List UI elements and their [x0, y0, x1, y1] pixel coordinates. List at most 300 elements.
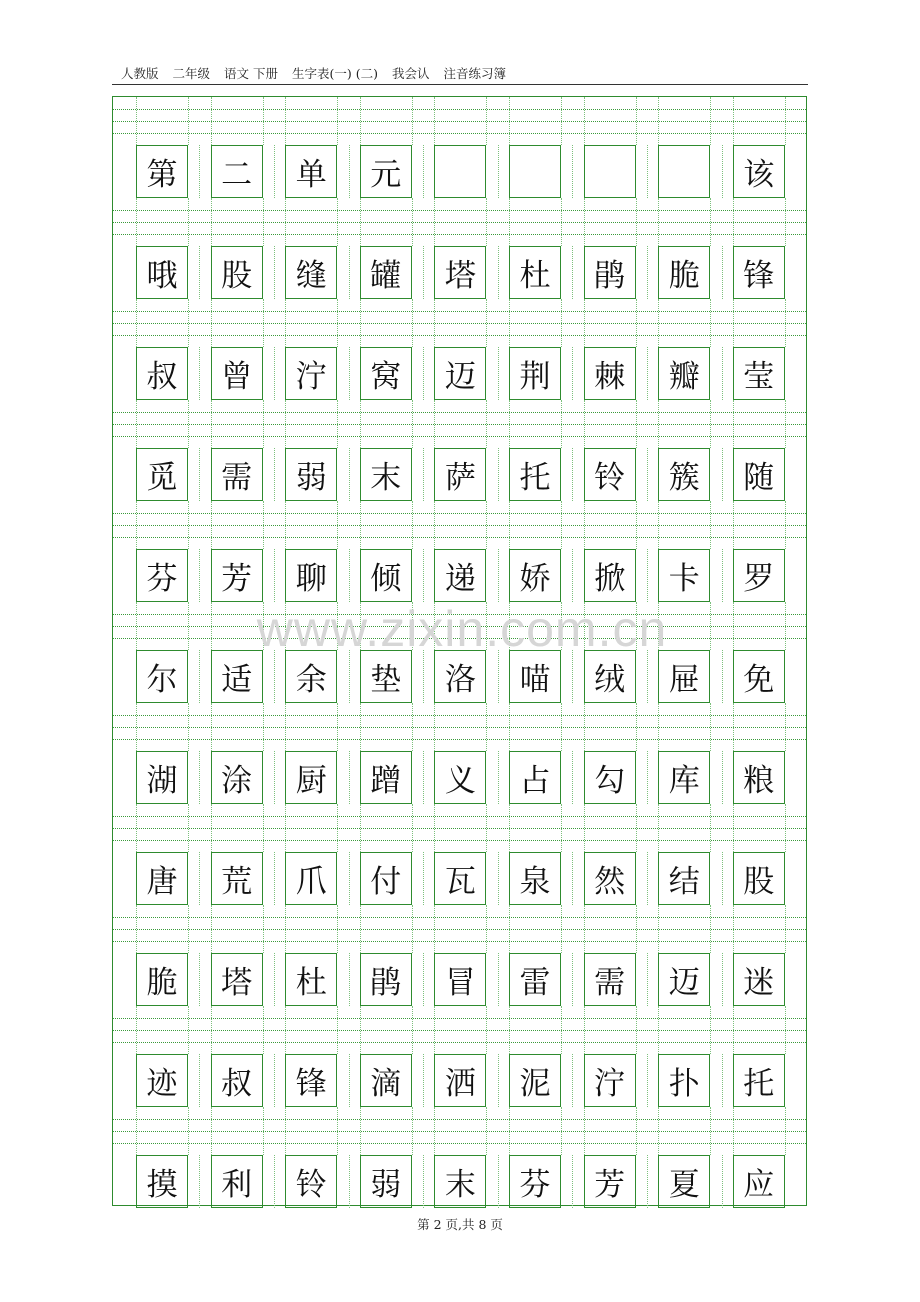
character-cell: 觅 [136, 448, 188, 501]
character-cell: 湖 [136, 751, 188, 804]
pinyin-column-line [188, 501, 189, 549]
character-cell: 罗 [733, 549, 785, 602]
character-cell: 泞 [285, 347, 337, 400]
pinyin-column-line [710, 198, 711, 246]
pinyin-column-line [509, 1006, 510, 1054]
cell-divider [722, 246, 723, 299]
cell-divider [199, 751, 200, 804]
pinyin-column-line [412, 198, 413, 246]
character-cell: 托 [733, 1054, 785, 1107]
pinyin-guide-line [113, 1042, 806, 1043]
cell-divider [349, 751, 350, 804]
pinyin-column-line [188, 1107, 189, 1155]
pinyin-column-line [561, 1006, 562, 1054]
pinyin-column-line [561, 1107, 562, 1155]
pinyin-column-line [412, 97, 413, 145]
pinyin-column-line [136, 804, 137, 852]
pinyin-guide-line [113, 133, 806, 134]
cell-divider [498, 246, 499, 299]
pinyin-column-line [636, 602, 637, 650]
character-cell: 杜 [285, 953, 337, 1006]
pinyin-column-line [434, 97, 435, 145]
pinyin-column-line [211, 198, 212, 246]
character-cell: 滴 [360, 1054, 412, 1107]
character-cell: 罐 [360, 246, 412, 299]
pinyin-column-line [785, 97, 786, 145]
cell-divider [498, 650, 499, 703]
cell-divider [647, 852, 648, 905]
pinyin-column-line [211, 299, 212, 347]
cell-divider [274, 953, 275, 1006]
cell-divider [274, 448, 275, 501]
pinyin-column-line [509, 198, 510, 246]
pinyin-column-line [263, 905, 264, 953]
pinyin-column-line [486, 299, 487, 347]
header-item: 我会认 [392, 66, 430, 81]
pinyin-guide-line [113, 638, 806, 639]
cell-divider [199, 953, 200, 1006]
pinyin-column-line [710, 501, 711, 549]
character-cell: 尔 [136, 650, 188, 703]
pinyin-column-line [263, 299, 264, 347]
cell-divider [349, 953, 350, 1006]
pinyin-guide-line [113, 234, 806, 235]
pinyin-column-line [636, 1006, 637, 1054]
pinyin-column-line [636, 400, 637, 448]
character-cell: 倾 [360, 549, 412, 602]
pinyin-guide-line [113, 412, 806, 413]
pinyin-column-line [360, 97, 361, 145]
pinyin-guide-line [113, 335, 806, 336]
pinyin-guide-line [113, 311, 806, 312]
pinyin-column-line [337, 299, 338, 347]
cell-divider [349, 549, 350, 602]
practice-sheet [112, 96, 807, 1206]
character-cell: 弱 [285, 448, 337, 501]
character-cell: 涂 [211, 751, 263, 804]
header-item: 人教版 [121, 66, 159, 81]
pinyin-column-line [188, 703, 189, 751]
pinyin-column-line [561, 804, 562, 852]
pinyin-column-line [636, 804, 637, 852]
cell-divider [722, 448, 723, 501]
pinyin-guide-line [113, 222, 806, 223]
cell-divider [349, 448, 350, 501]
pinyin-column-line [434, 905, 435, 953]
character-cell: 叔 [211, 1054, 263, 1107]
pinyin-guide-line [113, 121, 806, 122]
cell-divider [498, 347, 499, 400]
pinyin-column-line [561, 602, 562, 650]
cell-divider [349, 246, 350, 299]
pinyin-column-line [509, 501, 510, 549]
pinyin-column-line [434, 400, 435, 448]
pinyin-column-line [509, 400, 510, 448]
page-header [121, 64, 821, 84]
pinyin-column-line [636, 1107, 637, 1155]
pinyin-guide-line [113, 436, 806, 437]
character-cell: 雷 [509, 953, 561, 1006]
pinyin-column-line [785, 703, 786, 751]
character-cell: 荆 [509, 347, 561, 400]
header-item: 生字表(一) (二) [292, 66, 378, 81]
pinyin-column-line [211, 97, 212, 145]
character-cell: 元 [360, 145, 412, 198]
cell-divider [199, 852, 200, 905]
pinyin-guide-line [113, 816, 806, 817]
pinyin-column-line [733, 1006, 734, 1054]
cell-divider [572, 751, 573, 804]
pinyin-column-line [658, 97, 659, 145]
cell-divider [498, 953, 499, 1006]
cell-divider [647, 448, 648, 501]
pinyin-column-line [710, 602, 711, 650]
character-cell: 锋 [285, 1054, 337, 1107]
pinyin-column-line [636, 97, 637, 145]
pinyin-column-line [486, 400, 487, 448]
pinyin-column-line [136, 602, 137, 650]
pinyin-column-line [211, 804, 212, 852]
pinyin-column-line [360, 400, 361, 448]
character-cell: 瓣 [658, 347, 710, 400]
cell-divider [572, 246, 573, 299]
pinyin-column-line [584, 1107, 585, 1155]
pinyin-column-line [658, 602, 659, 650]
cell-divider [199, 246, 200, 299]
pinyin-column-line [636, 198, 637, 246]
character-cell: 芬 [509, 1155, 561, 1208]
character-cell: 单 [285, 145, 337, 198]
cell-divider [423, 549, 424, 602]
pinyin-guide-line [113, 828, 806, 829]
pinyin-column-line [211, 1006, 212, 1054]
header-item: 二年级 [172, 66, 211, 81]
cell-divider [498, 751, 499, 804]
pinyin-column-line [486, 905, 487, 953]
pinyin-column-line [285, 804, 286, 852]
pinyin-column-line [710, 905, 711, 953]
character-cell: 结 [658, 852, 710, 905]
character-cell: 爪 [285, 852, 337, 905]
cell-divider [199, 1054, 200, 1107]
pinyin-column-line [285, 703, 286, 751]
cell-divider [199, 145, 200, 198]
character-cell: 鹃 [584, 246, 636, 299]
character-cell: 末 [360, 448, 412, 501]
cell-divider [274, 246, 275, 299]
pinyin-guide-line [113, 727, 806, 728]
pinyin-column-line [188, 400, 189, 448]
pinyin-column-line [710, 400, 711, 448]
character-cell: 曾 [211, 347, 263, 400]
pinyin-guide-line [113, 1119, 806, 1120]
pinyin-column-line [211, 501, 212, 549]
cell-divider [423, 1054, 424, 1107]
pinyin-column-line [658, 501, 659, 549]
pinyin-column-line [584, 602, 585, 650]
pinyin-column-line [412, 905, 413, 953]
character-cell: 萨 [434, 448, 486, 501]
character-cell: 锋 [733, 246, 785, 299]
cell-divider [722, 549, 723, 602]
pinyin-column-line [658, 1006, 659, 1054]
pinyin-column-line [710, 1006, 711, 1054]
character-cell: 蹭 [360, 751, 412, 804]
character-cell: 迹 [136, 1054, 188, 1107]
character-cell: 冒 [434, 953, 486, 1006]
character-cell [509, 145, 561, 198]
pinyin-column-line [337, 97, 338, 145]
character-cell: 哦 [136, 246, 188, 299]
cell-divider [498, 1054, 499, 1107]
pinyin-column-line [509, 703, 510, 751]
pinyin-column-line [263, 1107, 264, 1155]
character-cell: 杜 [509, 246, 561, 299]
pinyin-guide-line [113, 1143, 806, 1144]
pinyin-column-line [509, 1107, 510, 1155]
character-cell: 二 [211, 145, 263, 198]
cell-divider [722, 650, 723, 703]
pinyin-column-line [733, 198, 734, 246]
pinyin-guide-line [113, 739, 806, 740]
cell-divider [199, 1155, 200, 1208]
pinyin-column-line [360, 1107, 361, 1155]
cell-divider [498, 1155, 499, 1208]
pinyin-column-line [360, 299, 361, 347]
character-cell: 摸 [136, 1155, 188, 1208]
pinyin-column-line [658, 1107, 659, 1155]
character-row [113, 448, 806, 501]
cell-divider [572, 953, 573, 1006]
character-cell: 义 [434, 751, 486, 804]
character-cell: 屉 [658, 650, 710, 703]
cell-divider [498, 145, 499, 198]
cell-divider [274, 347, 275, 400]
cell-divider [423, 1155, 424, 1208]
character-cell: 缝 [285, 246, 337, 299]
pinyin-column-line [434, 299, 435, 347]
character-cell: 利 [211, 1155, 263, 1208]
pinyin-column-line [561, 703, 562, 751]
character-cell: 占 [509, 751, 561, 804]
pinyin-column-line [211, 1107, 212, 1155]
cell-divider [423, 852, 424, 905]
cell-divider [423, 650, 424, 703]
pinyin-column-line [285, 97, 286, 145]
cell-divider [274, 650, 275, 703]
pinyin-column-line [733, 804, 734, 852]
character-cell: 泉 [509, 852, 561, 905]
character-cell [584, 145, 636, 198]
cell-divider [423, 347, 424, 400]
pinyin-column-line [636, 905, 637, 953]
watermark: www.zixin.com.cn [256, 601, 668, 657]
cell-divider [572, 650, 573, 703]
pinyin-column-line [211, 905, 212, 953]
character-cell: 股 [733, 852, 785, 905]
cell-divider [722, 852, 723, 905]
pinyin-band [113, 198, 806, 246]
character-row [113, 246, 806, 299]
cell-divider [647, 953, 648, 1006]
pinyin-column-line [263, 602, 264, 650]
character-cell: 塔 [211, 953, 263, 1006]
character-cell: 铃 [584, 448, 636, 501]
character-cell: 脆 [658, 246, 710, 299]
character-cell [658, 145, 710, 198]
pinyin-guide-line [113, 941, 806, 942]
pinyin-column-line [486, 501, 487, 549]
pinyin-column-line [733, 905, 734, 953]
character-cell: 粮 [733, 751, 785, 804]
pinyin-column-line [733, 501, 734, 549]
cell-divider [274, 549, 275, 602]
pinyin-band [113, 501, 806, 549]
character-row [113, 549, 806, 602]
pinyin-column-line [188, 198, 189, 246]
character-cell: 垫 [360, 650, 412, 703]
pinyin-column-line [733, 97, 734, 145]
cell-divider [572, 145, 573, 198]
pinyin-column-line [263, 198, 264, 246]
character-row [113, 650, 806, 703]
pinyin-column-line [584, 1006, 585, 1054]
pinyin-column-line [211, 602, 212, 650]
character-cell: 扑 [658, 1054, 710, 1107]
pinyin-column-line [136, 1006, 137, 1054]
pinyin-column-line [136, 400, 137, 448]
character-cell: 泥 [509, 1054, 561, 1107]
pinyin-column-line [412, 400, 413, 448]
pinyin-column-line [733, 400, 734, 448]
pinyin-column-line [136, 703, 137, 751]
cell-divider [722, 145, 723, 198]
character-cell: 余 [285, 650, 337, 703]
pinyin-column-line [434, 501, 435, 549]
pinyin-guide-line [113, 715, 806, 716]
character-row [113, 953, 806, 1006]
pinyin-column-line [285, 198, 286, 246]
pinyin-column-line [434, 602, 435, 650]
pinyin-column-line [285, 299, 286, 347]
character-cell: 铃 [285, 1155, 337, 1208]
cell-divider [572, 1155, 573, 1208]
character-cell: 棘 [584, 347, 636, 400]
pinyin-guide-line [113, 929, 806, 930]
cell-divider [349, 1054, 350, 1107]
pinyin-column-line [658, 804, 659, 852]
pinyin-column-line [188, 905, 189, 953]
character-cell: 该 [733, 145, 785, 198]
cell-divider [349, 145, 350, 198]
cell-divider [498, 448, 499, 501]
cell-divider [572, 549, 573, 602]
cell-divider [647, 347, 648, 400]
pinyin-column-line [263, 501, 264, 549]
pinyin-column-line [136, 501, 137, 549]
pinyin-column-line [360, 905, 361, 953]
character-cell: 荒 [211, 852, 263, 905]
character-cell: 需 [584, 953, 636, 1006]
pinyin-column-line [188, 1006, 189, 1054]
cell-divider [498, 549, 499, 602]
pinyin-guide-line [113, 323, 806, 324]
pinyin-column-line [710, 97, 711, 145]
pinyin-column-line [360, 602, 361, 650]
character-cell: 洒 [434, 1054, 486, 1107]
cell-divider [647, 1054, 648, 1107]
pinyin-column-line [337, 1006, 338, 1054]
pinyin-column-line [412, 602, 413, 650]
pinyin-column-line [188, 97, 189, 145]
pinyin-column-line [733, 299, 734, 347]
pinyin-column-line [710, 1107, 711, 1155]
pinyin-column-line [360, 804, 361, 852]
cell-divider [274, 145, 275, 198]
cell-divider [647, 1155, 648, 1208]
character-cell: 聊 [285, 549, 337, 602]
pinyin-column-line [136, 299, 137, 347]
character-cell [434, 145, 486, 198]
pinyin-column-line [584, 501, 585, 549]
pinyin-column-line [211, 400, 212, 448]
character-cell: 脆 [136, 953, 188, 1006]
pinyin-column-line [584, 198, 585, 246]
pinyin-column-line [785, 602, 786, 650]
pinyin-band [113, 804, 806, 852]
character-row [113, 1054, 806, 1107]
pinyin-column-line [636, 299, 637, 347]
character-row [113, 852, 806, 905]
character-cell: 股 [211, 246, 263, 299]
pinyin-column-line [285, 602, 286, 650]
character-cell: 厨 [285, 751, 337, 804]
pinyin-column-line [710, 703, 711, 751]
pinyin-column-line [486, 1006, 487, 1054]
pinyin-guide-line [113, 1131, 806, 1132]
pinyin-column-line [136, 905, 137, 953]
pinyin-column-line [360, 703, 361, 751]
pinyin-column-line [561, 905, 562, 953]
pinyin-column-line [509, 299, 510, 347]
character-row [113, 145, 806, 198]
pinyin-column-line [658, 400, 659, 448]
pinyin-column-line [785, 804, 786, 852]
cell-divider [498, 852, 499, 905]
pinyin-column-line [561, 400, 562, 448]
pinyin-column-line [785, 501, 786, 549]
character-cell: 卡 [658, 549, 710, 602]
pinyin-guide-line [113, 525, 806, 526]
character-cell: 适 [211, 650, 263, 703]
pinyin-guide-line [113, 1018, 806, 1019]
pinyin-column-line [710, 804, 711, 852]
character-cell: 弱 [360, 1155, 412, 1208]
pinyin-guide-line [113, 537, 806, 538]
pinyin-column-line [412, 1107, 413, 1155]
header-item: 语文 下册 [224, 66, 279, 81]
pinyin-column-line [188, 602, 189, 650]
cell-divider [647, 751, 648, 804]
pinyin-column-line [658, 703, 659, 751]
pinyin-guide-line [113, 1030, 806, 1031]
pinyin-column-line [434, 804, 435, 852]
pinyin-band [113, 97, 806, 145]
cell-divider [722, 1054, 723, 1107]
pinyin-column-line [658, 198, 659, 246]
header-rule [112, 84, 808, 85]
cell-divider [199, 448, 200, 501]
